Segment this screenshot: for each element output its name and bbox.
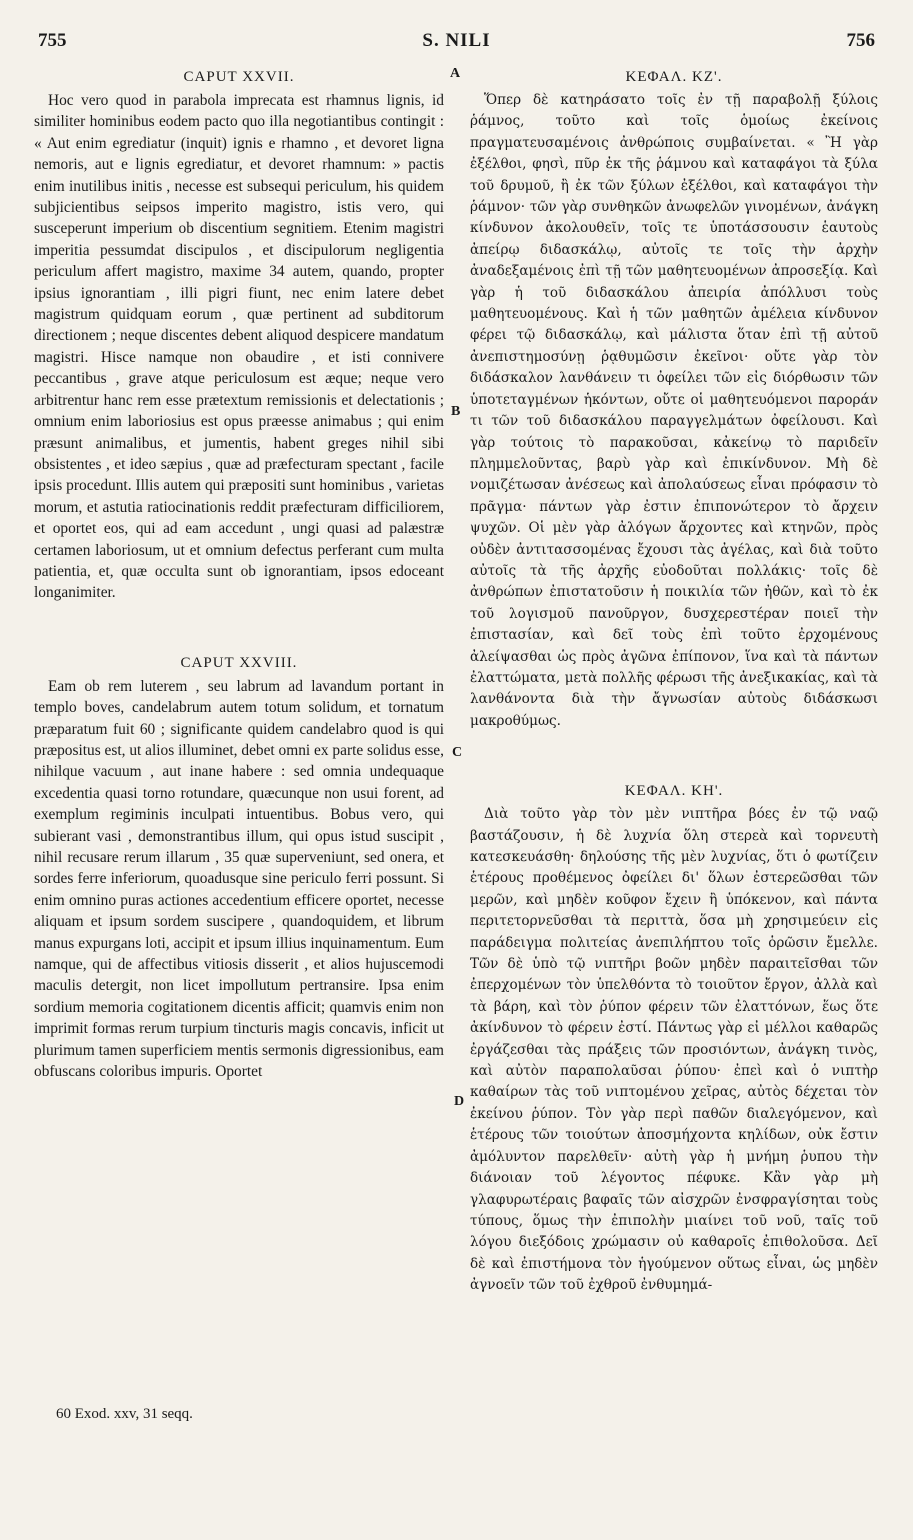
greek-chapter-27-text: Ὅπερ δὲ κατηράσατο τοῖς ἐν τῇ παραβολῇ ξύλοις ῥάμνος, τοῦτο καὶ τοῖς ὁμοίως ἐκείνοις πραγματευσαμένοις ἀνθρώποις συμβαίνεται. « Ἢ γὰρ ἐξέλθοι, φησὶ, πῦρ ἐκ τῆς ῥάμνου καὶ καταφάγοι τὰ ξύλα τοῦ δρυμοῦ, ἢ ἐκ τῶν ξύλων ἐξέλθοι, καὶ καταφάγοι τὴν ῥάμνον· τῶν γὰρ συνθηκῶν ἀνωφελῶν γινομένων, ἀνάγκη κίνδυνον ἀκολουθεῖν, τοῖς τε ὑποτάσσουσιν ἑαυτοὺς ἀπείρῳ διδασκάλῳ, αὐτοῖς τε τοῖς τὴν ἀρχὴν ἀναδεξαμένοις ἐπὶ τῇ τῶν μαθητευομένων ἀπροσεξίᾳ. Καὶ γὰρ ἡ τοῦ διδασκάλου ἀπειρία ἀπόλλυσι τοὺς μαθητευομένους. Καὶ ἡ τῶν μαθητῶν ἀμέλεια κίνδυνον φέρει τῷ διδασκάλῳ, καὶ μάλιστα ὅταν ἐπὶ τῇ αὐτοῦ ἀνεπιστημοσύνῃ ῥᾳθυμῶσιν ἐκεῖνοι· οὔτε γὰρ τὸν διδάσκαλον λανθάνειν τι ὀφείλει τῶν εἰς διόρθωσιν τῶν ὑποτεταγμένων ἡκόντων, οὔτε οἱ μαθητευόμενοι παροράν τι τῶν τοῦ διδασκάλου παραγγελμάτων ὀφείλουσι. Καὶ γὰρ τούτοις τὸ παρακοῦσαι, κἀκείνῳ τὸ παριδεῖν πλημμελοῦντας, βαρὺ γὰρ καὶ ἐπικίνδυνον. Μὴ δὲ νομιζέτωσαν ἀνέσεως καὶ ἀπολαύσεως εἶναι πρόφασιν τὸ πρᾶγμα· πάντων γὰρ ἐστιν ἐπιπονώτερον τὸ ἄρχειν ψυχῶν. Οἱ μὲν γὰρ ἀλόγων ἄρχοντες καὶ κτηνῶν, πρὸς οὐδὲν ἀντιτασσομένας ἔχουσι τὰς ἀγέλας, καὶ διὰ τοῦτο αὐτοῖς τὰ τῆς ἀρχῆς εὐοδοῦται πολλάκις· τοῖς δὲ ἀνθρώπων ἐπιστατοῦσιν ἡ ποικιλία τῶν ἠθῶν, καὶ τὸ ἐκ τοῦ λογισμοῦ πανοῦργον, δυσχερεστέραν ποιεῖ τὴν ἐπιστασίαν, καὶ δεῖ τοὺς ἐπὶ τοῦτο ἐρχομένους ἀλείψασθαι ὡς πρὸς ἀγῶνα ἐπίπονον, ἵνα καὶ τὰ πάντων ἐλαττώματα, μετὰ πολλῆς φέρωσι τῆς ἀνεξικακίας, καὶ τὰ λανθάνοντα διὰ τὴν ἄγνωσίαν αὐτοὺς διδάσκωσι μακροθύμως.: [470, 92, 878, 729]
latin-chapter-28-title: CAPUT XXVIII.: [180, 654, 298, 671]
running-title: S. NILI: [422, 30, 491, 51]
left-page-number: 755: [38, 30, 67, 51]
greek-chapter-28-title: ΚΕΦΑΛ. ΚΗ'.: [624, 783, 724, 800]
margin-letter-c: C: [452, 745, 463, 760]
margin-letter-b: B: [451, 404, 461, 419]
right-page-number: 756: [846, 30, 875, 51]
greek-column: [470, 64, 878, 1297]
greek-chapter-28-text: Διὰ τοῦτο γὰρ τὸν μὲν νιπτῆρα βόες ἐν τῷ ναῷ βαστάζουσιν, ἡ δὲ λυχνία ὅλη στερεὰ καὶ τορνευτὴ κατεσκευάσθη· δηλούσης τῆς μὲν λυχνίας, ὅτι ὁ φωτίζειν ἑτέρους προθέμενος ὀφείλει δι' ὅλων ἐστερεῶσθαι τῶν μερῶν, καὶ μηδὲν κοῦφον ἔχειν ἢ ὑπόκενον, καὶ πάντα περιτετορνεῦσθαι τὰ περιττὰ, ὅσα μὴ χρησιμεύειν εἰς παράδειγμα πολιτείας ἀνεπιλήπτου τοῖς ὁρῶσιν ἔμελλε. Τῶν δὲ ὑπὸ τῷ νιπτῆρι βοῶν μηδὲν παραιτεῖσθαι τῶν ἐπερχομένων τὸν ὑπελθόντα τὸ τοιοῦτον ἔργον, ἀλλὰ καὶ τὰ βάρη, καὶ τὸν ῥύπον φέρειν τῶν ἐλαττόνων, ἕως ὅτε ἀκίνδυνον τὸ φέρειν ἐστί. Πάντως γὰρ εἰ μέλλοι καθαρῶς ἐργάζεσθαι τὰς πράξεις τῶν προσιόντων, ἀνάγκη τινὸς, καὶ αὐτὸν παραπολαῦσαι ῥύπου· ἐπεὶ καὶ ὁ νιπτὴρ καθαίρων τὰς τοῦ νιπτομένου χεῖρας, αὐτὸς δέχεται τὸν ἐκείνου ῥύπον. Τὸν γὰρ περὶ παθῶν διαλεγόμενον, καὶ ἑτέρους τῶν τοιούτων ἀποσμήχοντα κηλίδων, οὐκ ἔστιν ἀμόλυντον παρελθεῖν· αὐτὴ γὰρ ἡ μνήμη ῥυπου τὴν διάνοιαν τοῦ λέγοντος πέφυκε. Κἂν γὰρ μὴ γλαφυρωτέραις βαφαῖς τῶν αἰσχρῶν ἐνσφραγίσηται τοὺς τύπους, ὅμως τὴν ἐπιπολὴν μιαίνει τοῦ νοῦ, ταῖς τοῦ λόγου διεξόδοις χρώμασιν οὐ καθαροῖς ἐπιθολοῦσα. Δεῖ δὲ καὶ ἐπιστήμονα τὸν ἡγούμενον οὕτως εἶναι, ὡς μηδὲν ἀγνοεῖν τῶν τοῦ ἐχθροῦ ἐνθυμημά-: [470, 806, 878, 1294]
margin-letter-a: A: [450, 66, 461, 81]
footnote: 60 Exod. xxv, 31 seqq.: [56, 1406, 193, 1422]
latin-chapter-28-text: Eam ob rem luterem , seu labrum ad lavandum portant in templo boves, candelabrum autem totum solidum, et tornatum præparatum fuit 60 ; significante quidem candelabro quod is qui præpositus est, ut alios illuminet, debet omni ex parte solidus esse, nihilque vacuum , aut inane habere : sed omnia undequaque excedentia quasi torno rotundare, quæcunque non usui forent, ad exemplum regiminis inculpati intuentibus. Bobus vero, qui subierant vasi , demonstrantibus illum, qui opus istud suscipit , nihil recusare rerum illarum , 35 quæ superveniunt, sed onera, et sordes ferre inferiorum, quoadusque sine periculo ferri possunt. Si enim omnino puras actiones accedentium efficere oportet, necesse aliquam et ipsum sordem suscipere , quandoquidem, et librum manus expurgans loti, accipit et ipsum illius inquinamentum. Eum namque, qui de affectibus vitiosis disserit , et alios hujuscemodi maculis detergit, non licet impollutum pertransire. Ipsa enim sordium memoria cogitationem dicentis afficit; quamvis enim non imprimit formas rerum turpium tincturis magis concavis, inficit ut plurimum tamen superficiem mentis sermonis digressionibus, eam obfuscans coloribus impuris. Oportet: [34, 677, 444, 1081]
latin-column: [34, 64, 444, 1082]
latin-chapter-27-title: CAPUT XXVII.: [183, 69, 295, 85]
margin-letter-d: D: [454, 1094, 465, 1109]
latin-chapter-27-text: Hoc vero quod in parabola imprecata est rhamnus lignis, id similiter hominibus eodem pacto quo illa negotiantibus contingit : « Aut enim egrediatur (inquit) ignis e rhamno , et devoret ligna nemoris, aut e lignis egrediatur, et devoret rhamnum: » pactis enim inutilibus initis , necesse est subsequi periculum, his quidem subjicientibus seipsos imperito magistro, istis vero, qui susceperunt imperium ob discentium segnitiem. Etenim magistri imperitia pessumdat discipulos , et discipulorum negligentia periculum affert magistro, maxime 34 autem, quando, propter ipsius ignorantiam , illi pigri fiunt, nec enim latere debet magistrum quidquam eorum , quæ pertinent ad subditorum directionem ; neque discentes debent aliquod despicere mandatum magistri. Hisce namque non obaudire , et isti connivere peccantibus , grave atque periculosum est æque; neque vero arbitrentur hanc rem esse prætextum remissionis et delectationis ; omnium enim laboriosius est opus præesse animabus ; qui enim præsunt animalibus, et jumentis, habent greges nihil sibi obsistentes , et ideo sæpius , quæ ad præfecturam spectant , facile ipsis procedunt. Illis autem qui præpositi sunt hominibus , varietas morum, et astutia ratiocinationis reddit præfecturam difficiliorem, et oportet eos, qui ad eam accedunt , ungi quasi ad palæstræ certamen laboriosum, ut et omnium defectus perferant cum multa patientia, et, quæ occulta sunt ob ignorantiam, ipsos edoceant longanimiter.: [34, 92, 444, 602]
greek-chapter-27-title: ΚΕΦΑΛ. ΚΖ'.: [625, 69, 723, 85]
